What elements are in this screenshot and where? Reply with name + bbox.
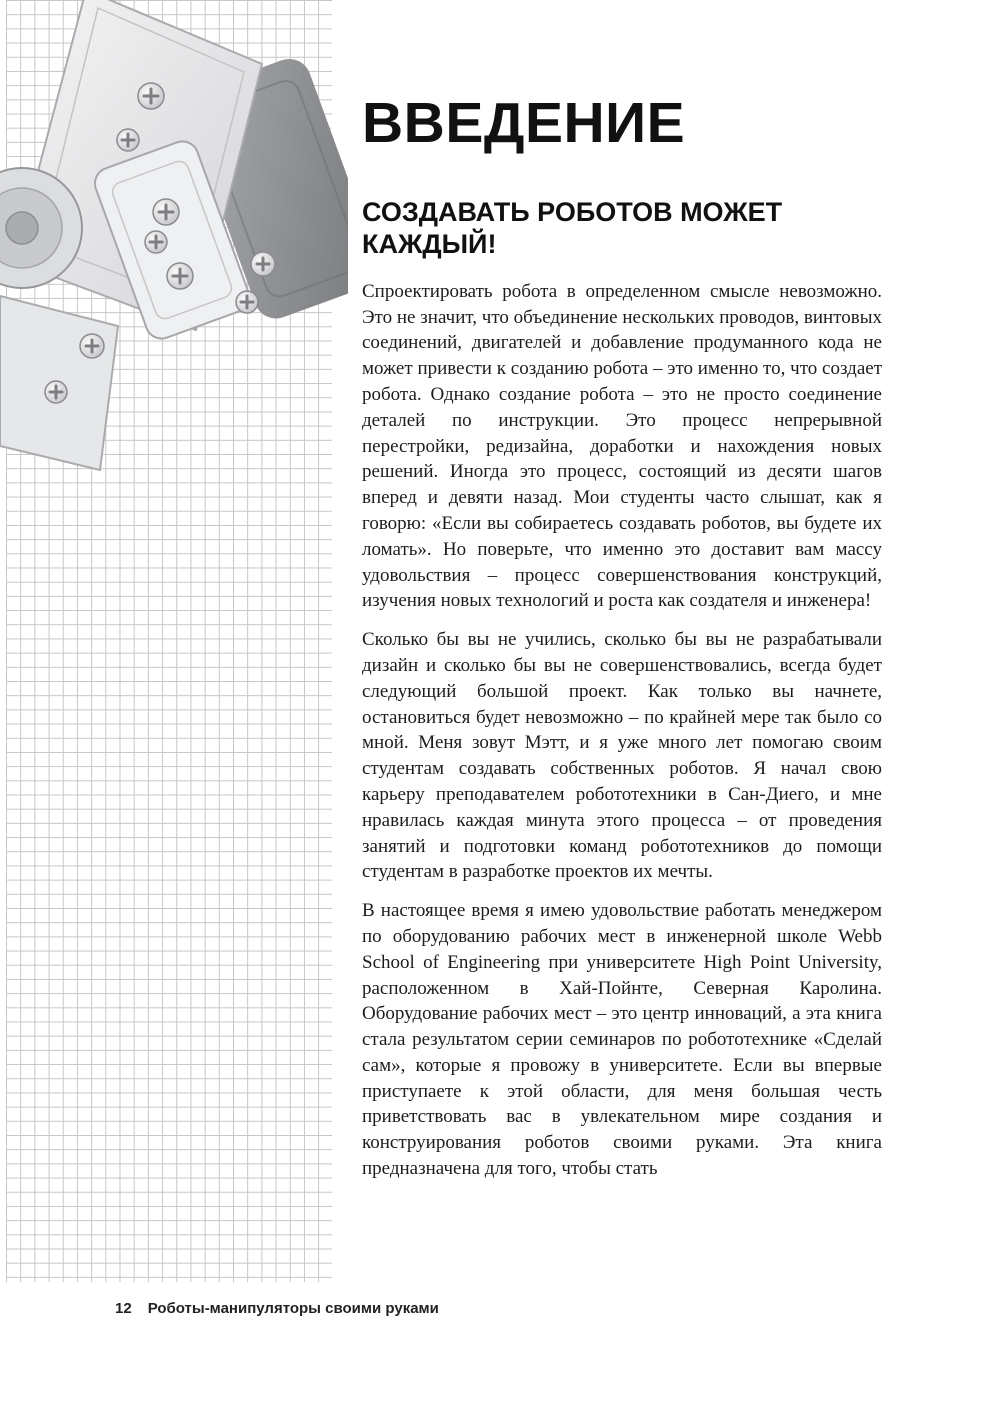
book-title: Роботы-манипуляторы своими руками <box>147 1300 439 1317</box>
text-column <box>362 91 882 1182</box>
body-text <box>362 279 882 1182</box>
paragraph-1: Спроектировать робота в определенном смысле невозможно. Это не значит, что объединение нескольких проводов, винтовых соединений, двигателей и добавление продуманного кода не может привести к созданию робота – это именно то, что создает робота. Однако создание робота – это не просто соединение деталей по инструкции. Это процесс непрерывной перестройки, редизайна, доработки и нахождения новых решений. Иногда это процесс, состоящий из десяти шагов вперед и девяти назад. Мои студенты часто слышат, как я говорю: «Если вы собираетесь создавать роботов, вы будете их ломать». Но поверьте, что именно это доставит вам массу удовольствия – процесс совершенствования конструкций, изучения новых технологий и роста как создателя и инженера! <box>362 280 882 612</box>
section-subtitle-line-2: КАЖДЫЙ! <box>362 229 497 260</box>
paragraph-3: В настоящее время я имею удовольствие работать менеджером по оборудованию рабочих мест в инженерной школе Webb School of Engineering при университете High Point University, расположенном в Хай-Пойнте, Северная Каролина. Оборудование рабочих мест – это центр инноваций, а эта книга стала результатом серии семинаров по робототехнике «Сделай сам», которые я провожу в университете. Если вы впервые приступаете к этой области, для меня большая честь приветствовать вас в увлекательном мире создания и конструирования роботов своими руками. Эта книга предназначена для того, чтобы стать <box>362 900 882 1180</box>
page-footer <box>115 1300 439 1317</box>
robot-arm-illustration <box>0 0 348 500</box>
chapter-title: ВВЕДЕНИЕ <box>362 91 686 155</box>
section-subtitle-line-1: СОЗДАВАТЬ РОБОТОВ МОЖЕТ <box>362 197 783 227</box>
paragraph-2: Сколько бы вы не учились, сколько бы вы не разрабатывали дизайн и сколько бы вы не совершенствовались, всегда будет следующий большой проект. Как только вы начнете, остановиться будет невозможно – по крайней мере так было со мной. Меня зовут Мэтт, и я уже много лет помогаю своим студентам создавать собственных роботов. Я начал свою карьеру преподавателем робототехники в Сан-Диего, и мне нравилась каждая минута этого процесса – от проведения занятий и подготовки команд робототехников до помощи студентам в разработке проектов их мечты. <box>362 629 882 883</box>
section-subtitle <box>362 196 882 261</box>
page-number: 12 <box>115 1300 132 1317</box>
